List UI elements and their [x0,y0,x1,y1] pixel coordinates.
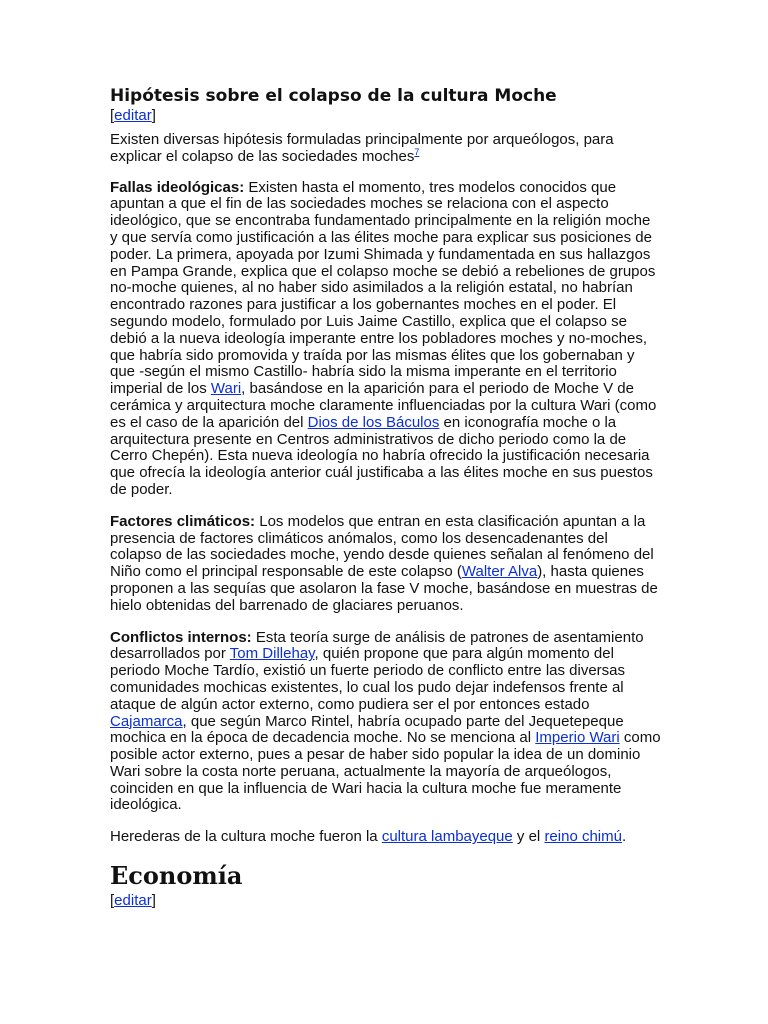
paragraph-text: , quién propone que para algún momento del periodo Moche Tardío, existió un fuerte periodo de conflicto entre las diversas comunidades mochicas existentes, lo cual los pudo dejar indefensos frente al ataque de algún actor externo, como pudiera ser el por entonces estado [110,645,626,713]
edit-section-link[interactable]: editar [114,892,152,910]
bracket-open: [ [110,892,115,910]
paragraph-factores-climaticos [110,514,662,615]
link-walter-alva[interactable]: Walter Alva [461,563,538,581]
section-heading-hipotesis: Hipótesis sobre el colapso de la cultura Moche [110,86,557,106]
paragraph-text: , que según Marco Rintel, habría ocupado parte del Jequetepeque mochica en la época de decadencia moche. No se menciona al [110,712,624,747]
paragraph-text: Existen hasta el momento, tres modelos conocidos que apuntan a que el fin de las sociedades moches se relaciona con el aspecto ideológico, que se encontraba fundamentado principalmente en la religión moche y que servía como justificación a las élites moche para explicar sus posiciones de poder. La primera, apoyada por Izumi Shimada y fundamentada en sus hallazgos en Pampa Grande, explica que el colapso moche se debió a rebeliones de grupos no-moche quienes, al no haber sido asimilados a la religión estatal, no habrían encontrado razones para justificar a los gobernantes moches en el poder. El segundo modelo, formulado por Luis Jaime Castillo, explica que el colapso se debió a la nueva ideología imperante entre los pobladores moches y no-moches, que habría sido promovida y traída por las mismas élites que los gobernaban y que -según el mismo Castillo- habría sido la misma imperante en el territorio imperial de los [110,178,656,398]
paragraph-herederas [110,829,662,846]
link-reino-chimu[interactable]: reino chimú [544,828,622,846]
term-conflictos-internos: Conflictos internos: [110,628,252,646]
term-fallas-ideologicas: Fallas ideológicas: [110,178,245,196]
paragraph-fallas-ideologicas [110,180,662,499]
paragraph-text: en iconografía moche o la arquitectura presente en Centros administrativos de dicho periodo como la de Cerro Chepén). Esta nueva ideología no habría ofrecido la justificación necesaria que ofrecía la ideología anterior cuál justificaba a las élites moche en sus puestos de poder. [110,413,653,498]
bracket-close: ] [151,107,156,124]
paragraph-text: Herederas de la cultura moche fueron la [110,828,382,846]
link-dios-de-los-baculos[interactable]: Dios de los Báculos [307,413,440,431]
link-wari[interactable]: Wari [210,380,242,398]
reference-link-7[interactable]: 7 [414,146,420,157]
edit-section-link-wrapper [110,107,662,124]
term-factores-climaticos: Factores climáticos: [110,512,256,530]
edit-section-link[interactable]: editar [114,107,152,124]
intro-paragraph [110,132,662,166]
article-content [110,86,662,909]
paragraph-text: Los modelos que entran en esta clasificación apuntan a la presencia de factores climáticos anómalos, como los desencadenantes del colapso de las sociedades moche, yendo desde quienes señalan al fenómeno del Niño como el principal responsable de este colapso ( [110,512,654,581]
paragraph-text: Esta teoría surge de análisis de patrones de asentamiento desarrollados por [110,628,644,663]
bracket-open: [ [110,107,115,124]
link-tom-dillehay[interactable]: Tom Dillehay [229,645,315,663]
section-heading-economia: Economía [110,861,243,891]
intro-text: Existen diversas hipótesis formuladas principalmente por arqueólogos, para explicar el colapso de las sociedades moches [110,131,614,165]
edit-section-link-wrapper [110,892,662,909]
paragraph-text: y el [512,828,545,846]
paragraph-text: como posible actor externo, pues a pesar de haber sido popular la idea de un dominio Wari sobre la costa norte peruana, actualmente la mayoría de arqueólogos, coinciden en que la influencia de Wari hacia la cultura moche fue meramente ideológica. [110,729,661,814]
paragraph-text: . [621,828,627,846]
paragraph-text: , basándose en la aparición para el periodo de Moche V de cerámica y arquitectura moche claramente influenciadas por la cultura Wari (como es el caso de la aparición del [110,380,657,431]
bracket-close: ] [151,892,156,910]
link-imperio-wari[interactable]: Imperio Wari [535,729,620,747]
paragraph-conflictos-internos [110,630,662,815]
link-cultura-lambayeque[interactable]: cultura lambayeque [381,828,513,846]
link-cajamarca[interactable]: Cajamarca [110,712,183,730]
paragraph-text: ), hasta quienes proponen a las sequías que asolaron la fase V moche, basándose en muestras de hielo obtenidas del barrenado de glaciares peruanos. [110,563,658,614]
